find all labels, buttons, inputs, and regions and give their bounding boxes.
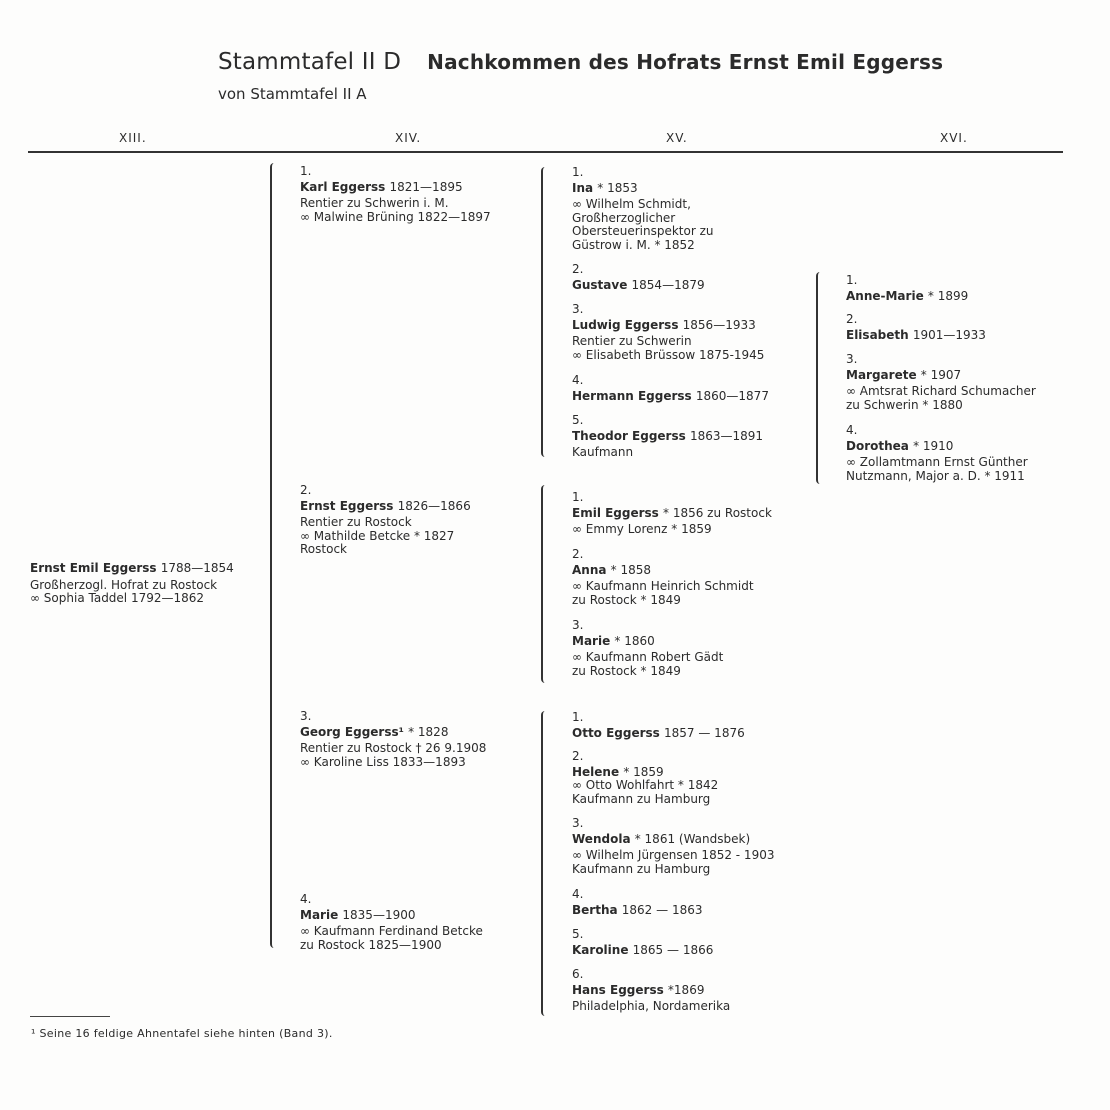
bracket-gen15-ernst xyxy=(541,485,547,683)
person-detail: Güstrow i. M. * 1852 xyxy=(572,237,695,252)
person-detail: Philadelphia, Nordamerika xyxy=(572,999,731,1013)
root-person xyxy=(30,562,234,606)
person-detail: ∞ Kaufmann Ferdinand Betcke xyxy=(300,924,483,938)
footnote: ¹ Seine 16 feldige Ahnentafel siehe hinten (Band 3). xyxy=(31,1027,333,1040)
person-dates: * 1910 xyxy=(913,438,954,453)
person-detail: Kaufmann zu Hamburg xyxy=(572,861,711,876)
person-number: 1. xyxy=(572,710,584,724)
person-detail: Obersteuerinspektor zu xyxy=(572,224,714,238)
person-number: 1. xyxy=(572,165,584,179)
gen16-person xyxy=(846,313,986,345)
person-name: Anne-Marie * 1899 xyxy=(846,288,969,303)
person-name: Anna * 1858 xyxy=(572,562,652,577)
person-detail: Großherzoglicher xyxy=(572,210,676,225)
person-name: Georg Eggerss¹ * 1828 xyxy=(300,724,449,739)
gen15-person xyxy=(572,817,774,876)
person-dates: * 1856 zu Rostock xyxy=(663,505,772,520)
gen16-person xyxy=(846,424,1028,483)
person-dates: * 1907 xyxy=(920,367,962,382)
header-rule xyxy=(28,151,1063,153)
person-dates: * 1828 xyxy=(408,724,449,739)
gen15-person xyxy=(572,548,754,607)
person-dates: 1860—1877 xyxy=(695,388,769,403)
person-detail: Kaufmann xyxy=(572,445,634,459)
person-name: Elisabeth 1901—1933 xyxy=(846,327,986,342)
person-detail: ∞ Otto Wohlfahrt * 1842 xyxy=(572,778,719,792)
person-dates: * 1860 xyxy=(614,633,655,648)
generation-header-14: XIV. xyxy=(395,131,422,145)
gen14-person xyxy=(300,165,491,224)
gen16-person xyxy=(846,274,968,306)
person-detail: Rentier zu Schwerin xyxy=(572,334,692,348)
person-dates: 1857 — 1876 xyxy=(664,725,745,740)
person-dates: * 1859 xyxy=(623,764,664,779)
person-number: 2. xyxy=(572,262,584,276)
person-number: 2. xyxy=(572,749,584,763)
bracket-gen15-karl xyxy=(541,167,547,457)
person-detail: Rentier zu Rostock xyxy=(300,515,412,529)
person-detail: ∞ Wilhelm Jürgensen 1852 - 1903 xyxy=(572,848,775,862)
person-detail: ∞ Kaufmann Robert Gädt xyxy=(572,650,724,664)
person-number: 2. xyxy=(300,483,312,497)
person-dates: 1854—1879 xyxy=(631,277,705,292)
person-detail: zu Rostock 1825—1900 xyxy=(300,937,442,952)
person-name: Ernst Eggerss 1826—1866 xyxy=(300,498,471,513)
person-number: 3. xyxy=(300,709,312,723)
gen15-person xyxy=(572,711,745,743)
person-name: Bertha 1862 — 1863 xyxy=(572,902,703,917)
person-detail: ∞ Kaufmann Heinrich Schmidt xyxy=(572,579,754,593)
person-detail: zu Schwerin * 1880 xyxy=(846,397,963,412)
person-number: 1. xyxy=(300,164,312,178)
person-number: 1. xyxy=(846,273,858,287)
person-detail: Rentier zu Rostock † 26 9.1908 xyxy=(300,741,487,755)
generation-header-16: XVI. xyxy=(940,131,968,145)
person-dates: * 1861 (Wandsbek) xyxy=(634,831,751,846)
gen15-person xyxy=(572,374,769,406)
person-detail: ∞ Amtsrat Richard Schumacher xyxy=(846,384,1036,398)
generation-header-13: XIII. xyxy=(119,131,147,145)
person-name: Hermann Eggerss 1860—1877 xyxy=(572,388,769,403)
person-dates: 1865 — 1866 xyxy=(632,942,714,957)
person-number: 2. xyxy=(846,312,858,326)
gen15-person xyxy=(572,888,703,920)
person-name: Karl Eggerss 1821—1895 xyxy=(300,179,463,194)
person-detail: Rostock xyxy=(300,542,347,556)
person-name: Ina * 1853 xyxy=(572,180,638,195)
person-dates: * 1899 xyxy=(927,288,969,303)
person-dates: 1856—1933 xyxy=(682,317,756,332)
person-name: Gustave 1854—1879 xyxy=(572,277,705,292)
gen14-person xyxy=(300,484,471,557)
person-detail: ∞ Malwine Brüning 1822—1897 xyxy=(300,209,491,224)
gen15-person xyxy=(572,491,772,537)
person-name: Emil Eggerss * 1856 zu Rostock xyxy=(572,505,772,520)
person-dates: 1835—1900 xyxy=(342,907,416,922)
person-name: Otto Eggerss 1857 — 1876 xyxy=(572,725,745,740)
title-main: Nachkommen des Hofrats Ernst Emil Eggerss xyxy=(427,50,944,74)
bracket-gen14 xyxy=(270,163,276,948)
person-number: 3. xyxy=(846,352,858,366)
person-name: Karoline 1865 — 1866 xyxy=(572,942,714,957)
gen15-person xyxy=(572,166,713,252)
person-number: 3. xyxy=(572,302,584,316)
person-name: Hans Eggerss *1869 xyxy=(572,982,705,997)
person-number: 4. xyxy=(300,892,312,906)
person-dates: *1869 xyxy=(667,982,705,997)
person-name: Ernst Emil Eggerss 1788—1854 xyxy=(30,561,234,575)
gen15-person xyxy=(572,968,730,1014)
person-name: Marie * 1860 xyxy=(572,633,655,648)
person-name: Margarete * 1907 xyxy=(846,367,962,382)
person-number: 6. xyxy=(572,967,584,981)
person-detail: Rentier zu Schwerin i. M. xyxy=(300,196,449,210)
person-number: 2. xyxy=(572,547,584,561)
person-detail: zu Rostock * 1849 xyxy=(572,663,681,678)
person-name: Helene * 1859 xyxy=(572,764,664,779)
person-name: Dorothea * 1910 xyxy=(846,438,954,453)
person-name: Wendola * 1861 (Wandsbek) xyxy=(572,831,751,846)
person-detail: ∞ Karoline Liss 1833—1893 xyxy=(300,754,466,769)
person-number: 1. xyxy=(572,490,584,504)
person-detail: Kaufmann zu Hamburg xyxy=(572,791,711,806)
person-detail: ∞ Emmy Lorenz * 1859 xyxy=(572,522,712,536)
person-detail: ∞ Sophia Taddel 1792—1862 xyxy=(30,591,205,605)
person-number: 4. xyxy=(572,887,584,901)
person-detail: zu Rostock * 1849 xyxy=(572,592,681,607)
person-detail: ∞ Mathilde Betcke * 1827 xyxy=(300,528,455,543)
person-number: 4. xyxy=(846,423,858,437)
page-subtitle: von Stammtafel II A xyxy=(218,85,367,103)
title-prefix: Stammtafel II D xyxy=(218,49,402,75)
person-detail: ∞ Zollamtmann Ernst Günther xyxy=(846,455,1028,469)
footnote-rule xyxy=(30,1016,110,1017)
person-name: Theodor Eggerss 1863—1891 xyxy=(572,428,764,443)
person-number: 5. xyxy=(572,413,584,427)
person-number: 3. xyxy=(572,816,584,830)
gen15-person xyxy=(572,303,764,362)
person-dates: * 1858 xyxy=(610,562,652,577)
person-number: 4. xyxy=(572,373,584,387)
bracket-gen16 xyxy=(816,272,822,484)
gen14-person xyxy=(300,710,486,769)
person-detail: ∞ Elisabeth Brüssow 1875-1945 xyxy=(572,347,765,362)
person-dates: 1863—1891 xyxy=(689,428,764,443)
person-name: Ludwig Eggerss 1856—1933 xyxy=(572,317,756,332)
page-title xyxy=(218,49,943,75)
gen15-person xyxy=(572,750,718,806)
person-dates: 1862 — 1863 xyxy=(621,902,703,917)
person-dates: 1826—1866 xyxy=(397,498,471,513)
person-detail: Großherzogl. Hofrat zu Rostock xyxy=(30,577,218,592)
gen15-person xyxy=(572,928,713,960)
person-number: 5. xyxy=(572,927,584,941)
gen16-person xyxy=(846,353,1036,412)
gen15-person xyxy=(572,414,763,460)
generation-header-15: XV. xyxy=(666,131,688,145)
gen15-person xyxy=(572,619,723,678)
gen14-person xyxy=(300,893,483,952)
person-dates: * 1853 xyxy=(597,180,638,195)
person-dates: 1788—1854 xyxy=(160,561,234,575)
bracket-gen15-georg xyxy=(541,711,547,1016)
gen15-person xyxy=(572,263,705,295)
person-number: 3. xyxy=(572,618,584,632)
person-dates: 1901—1933 xyxy=(912,327,986,342)
person-dates: 1821—1895 xyxy=(389,179,463,194)
person-detail: ∞ Wilhelm Schmidt, xyxy=(572,197,691,211)
person-detail: Nutzmann, Major a. D. * 1911 xyxy=(846,468,1025,483)
person-name: Marie 1835—1900 xyxy=(300,907,416,922)
